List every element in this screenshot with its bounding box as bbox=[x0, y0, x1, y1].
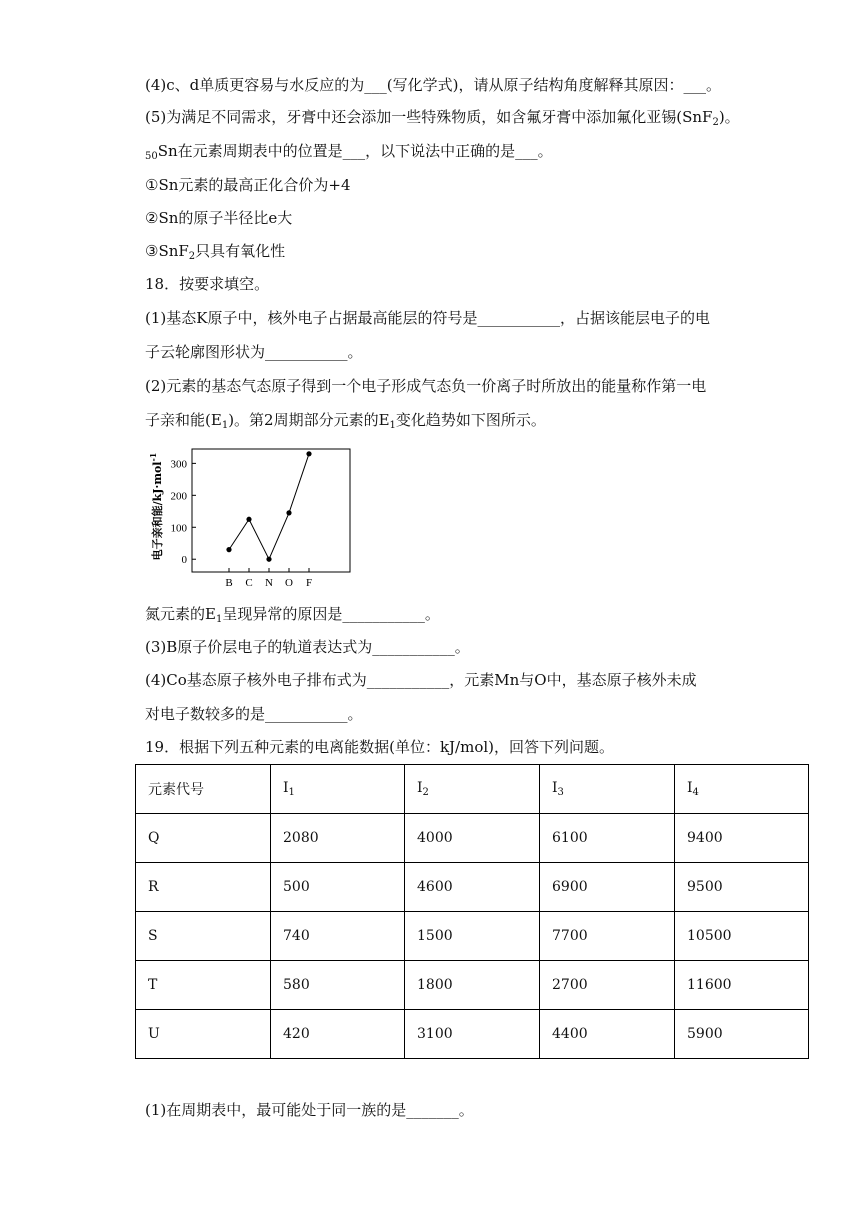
table-cell: 7700 bbox=[540, 912, 675, 961]
y-axis-label-superscript: -1 bbox=[148, 452, 158, 462]
header-cell: $I_3$ bbox=[540, 765, 675, 814]
nitrogen-text-a: 氮元素的E bbox=[145, 605, 216, 623]
q18-title: 18．按要求填空。 bbox=[145, 275, 270, 293]
table-row bbox=[136, 863, 809, 912]
table-header-row bbox=[136, 765, 809, 814]
table-cell: 580 bbox=[271, 961, 405, 1010]
table-cell: 11600 bbox=[675, 961, 809, 1010]
q18-part4-line1: (4)Co基态原子核外电子排布式为___________，元素Mn与O中，基态原子核外未成 bbox=[145, 671, 697, 689]
q17-part5-question: Sn在元素周期表中的位置是___，以下说法中正确的是___。 bbox=[157, 142, 553, 160]
table-cell: U bbox=[136, 1010, 271, 1059]
q19-title: 19．根据下列五种元素的电离能数据(单位：kJ/mol)，回答下列问题。 bbox=[145, 738, 615, 756]
q18-part4-line2: 对电子数较多的是___________。 bbox=[145, 705, 363, 723]
nitrogen-text-b: 呈现异常的原因是___________。 bbox=[222, 605, 440, 623]
table-row bbox=[136, 1010, 809, 1059]
subscript: 1 bbox=[389, 420, 396, 431]
table-cell: R bbox=[136, 863, 271, 912]
table-row bbox=[136, 961, 809, 1010]
q18-part2-text-a: 子亲和能(E bbox=[145, 411, 222, 429]
subscript: 2 bbox=[188, 251, 196, 262]
subscript: 1 bbox=[215, 614, 223, 625]
table-cell: 9500 bbox=[675, 863, 809, 912]
header-cell: $I_4$ bbox=[675, 765, 809, 814]
x-tick-label: N bbox=[265, 577, 273, 589]
table-cell: 1800 bbox=[405, 961, 540, 1010]
q17-option-2: ②Sn的原子半径比e大 bbox=[145, 209, 293, 227]
q18-part2-text-b: )。第2周期部分元素的E bbox=[228, 411, 390, 429]
table-cell: 6100 bbox=[540, 814, 675, 863]
table-cell: 6900 bbox=[540, 863, 675, 912]
data-point bbox=[266, 557, 271, 562]
q17-part5-line1 bbox=[145, 107, 740, 133]
q17-part5-line2 bbox=[145, 141, 553, 167]
data-point bbox=[246, 517, 251, 522]
chart-svg bbox=[145, 445, 365, 595]
q18-part3: (3)B原子价层电子的轨道表达式为___________。 bbox=[145, 638, 470, 656]
table-row bbox=[136, 814, 809, 863]
table-cell: 420 bbox=[271, 1010, 405, 1059]
series-line bbox=[229, 454, 309, 559]
q17-part5-text: (5)为满足不同需求，牙膏中还会添加一些特殊物质，如含氟牙膏中添加氟化亚锡(SnF bbox=[145, 108, 713, 126]
q18-part2-text-c: 变化趋势如下图所示。 bbox=[395, 411, 546, 429]
subscript: 1 bbox=[221, 420, 229, 431]
table-cell: 3100 bbox=[405, 1010, 540, 1059]
q17-part4: (4)c、d单质更容易与水反应的为___(写化学式)，请从原子结构角度解释其原因：___。 bbox=[145, 76, 721, 94]
header-cell: $I_2$ bbox=[405, 765, 540, 814]
q18-after-chart bbox=[145, 604, 440, 630]
x-tick-label: O bbox=[285, 577, 293, 589]
y-tick-label: 200 bbox=[170, 490, 187, 503]
table-cell: 9400 bbox=[675, 814, 809, 863]
table-cell: 500 bbox=[271, 863, 405, 912]
table-cell: S bbox=[136, 912, 271, 961]
table-cell: 5900 bbox=[675, 1010, 809, 1059]
x-tick-label: C bbox=[245, 577, 253, 589]
header-cell: 元素代号 bbox=[136, 765, 271, 814]
option3-text: ③SnF bbox=[145, 242, 189, 260]
q17-option-1: ①Sn元素的最高正化合价为+4 bbox=[145, 176, 351, 194]
data-point bbox=[226, 547, 231, 552]
table-cell: 4400 bbox=[540, 1010, 675, 1059]
table-cell: 2700 bbox=[540, 961, 675, 1010]
y-tick-label: 100 bbox=[170, 522, 187, 535]
table-row bbox=[136, 912, 809, 961]
option3-text-end: 只具有氧化性 bbox=[195, 242, 286, 260]
q19-part1: (1)在周期表中，最可能处于同一族的是_______。 bbox=[145, 1101, 474, 1119]
table-cell: T bbox=[136, 961, 271, 1010]
y-tick-label: 0 bbox=[181, 554, 187, 567]
atomic-number: 50 bbox=[145, 151, 158, 162]
q18-part2-line2 bbox=[145, 410, 546, 436]
y-tick-label: 300 bbox=[170, 458, 187, 471]
x-tick-label: B bbox=[225, 577, 233, 589]
table-cell: 4600 bbox=[405, 863, 540, 912]
table-cell: Q bbox=[136, 814, 271, 863]
electron-affinity-chart bbox=[145, 445, 365, 595]
table-cell: 1500 bbox=[405, 912, 540, 961]
y-axis-label: 电子亲和能/kJ·mol$^{-1}$ bbox=[148, 452, 164, 561]
table-cell: 2080 bbox=[271, 814, 405, 863]
q17-option-3 bbox=[145, 241, 285, 267]
q18-part2-line1: (2)元素的基态气态原子得到一个电子形成气态负一价离子时所放出的能量称作第一电 bbox=[145, 377, 707, 395]
header-cell: $I_1$ bbox=[271, 765, 405, 814]
data-point bbox=[286, 510, 291, 515]
table-cell: 10500 bbox=[675, 912, 809, 961]
table-cell: 740 bbox=[271, 912, 405, 961]
q17-part5-text-end: )。 bbox=[718, 108, 740, 126]
q18-part1-line1: (1)基态K原子中，核外电子占据最高能层的符号是___________，占据该能层电子的电 bbox=[145, 309, 710, 327]
table-cell: 4000 bbox=[405, 814, 540, 863]
q18-part1-line2: 子云轮廓图形状为___________。 bbox=[145, 343, 363, 361]
data-point bbox=[306, 451, 311, 456]
subscript: 2 bbox=[712, 117, 719, 128]
x-tick-label: F bbox=[305, 577, 313, 589]
ionization-energy-table bbox=[135, 764, 809, 1059]
